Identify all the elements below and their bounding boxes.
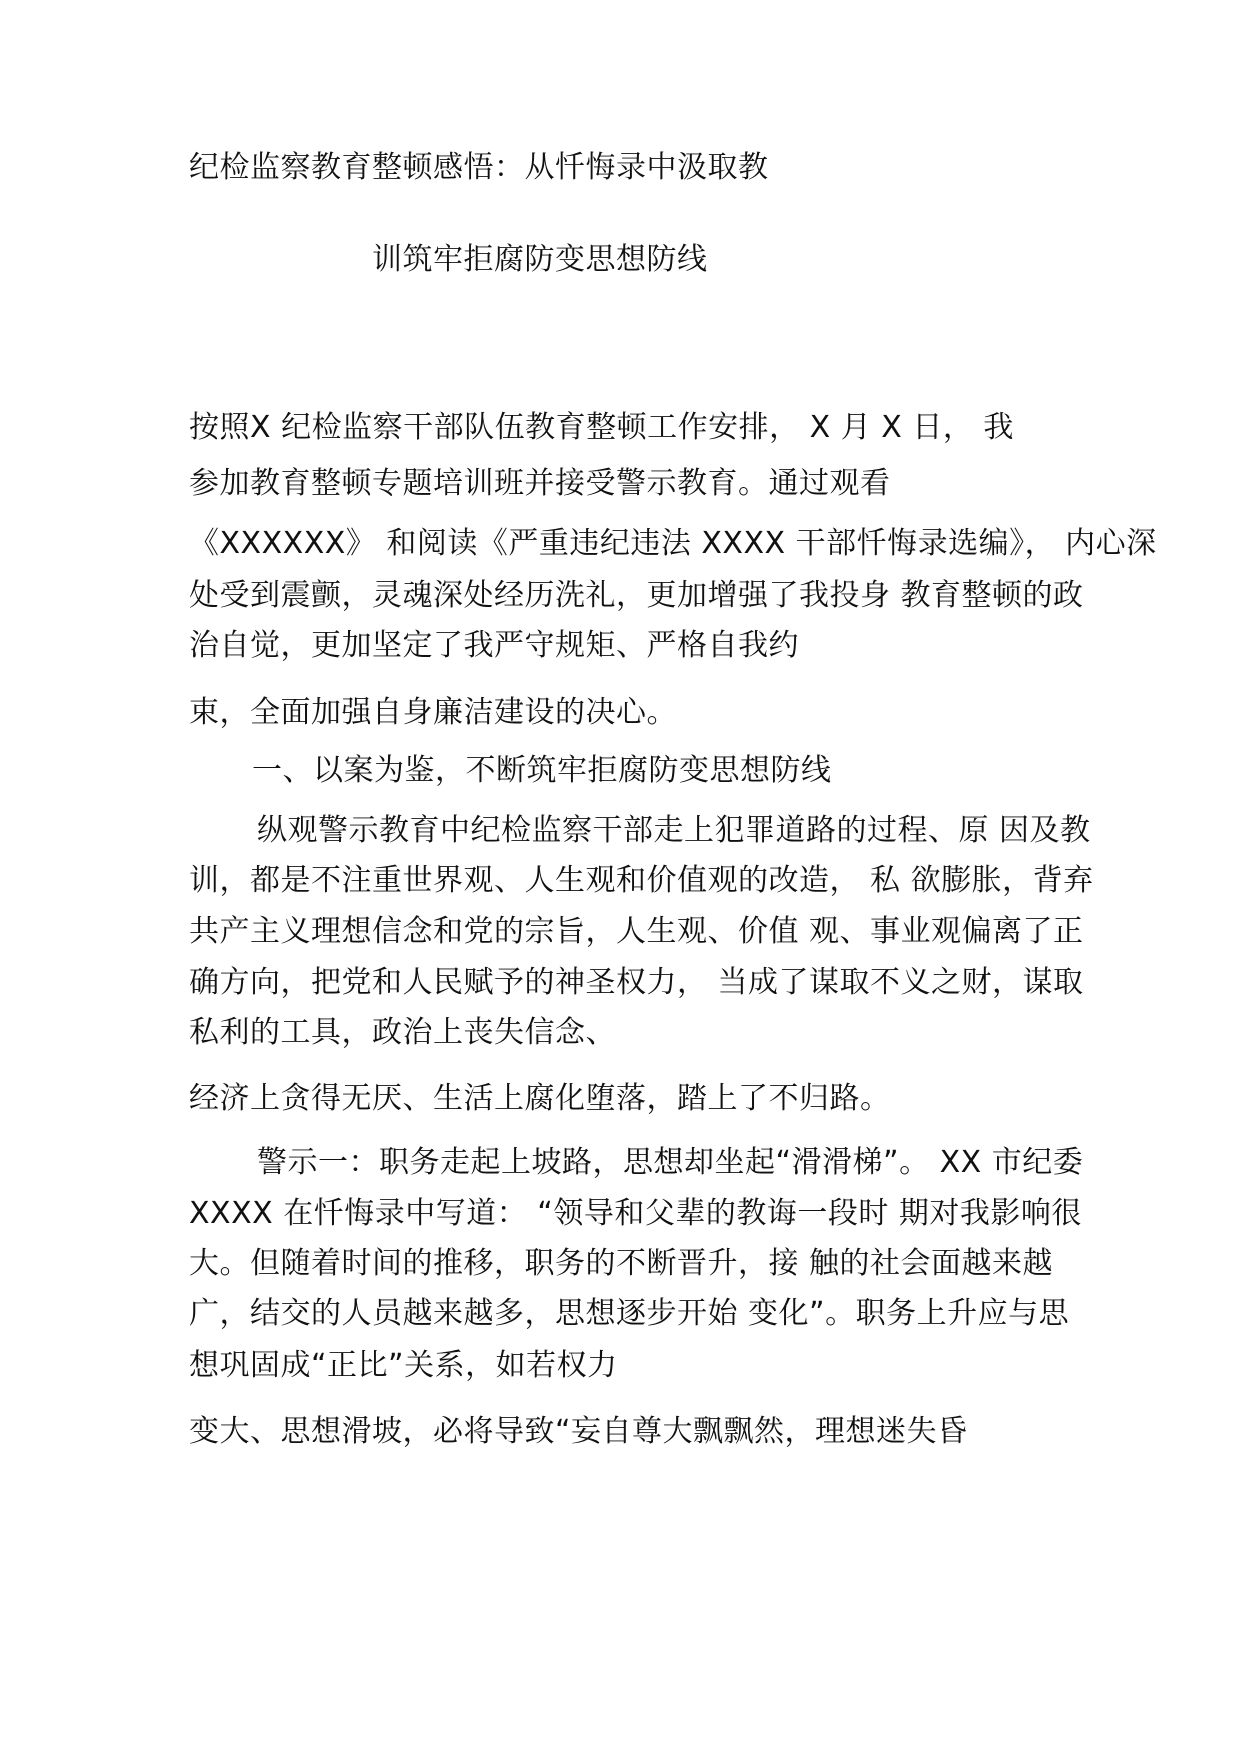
body-line: 共产主义理想信念和党的宗旨，人生观、价值 观、事业观偏离了正 [189, 914, 1084, 949]
body-line: 想巩固成“正比”关系，如若权力 [189, 1348, 618, 1383]
body-line: 变大、思想滑坡，必将导致“妄自尊大飘飘然，理想迷失昏 [189, 1414, 968, 1449]
body-line: 大。但随着时间的推移，职务的不断晋升，接 触的社会面越来越 [189, 1246, 1054, 1281]
body-line: 处受到震颤，灵魂深处经历洗礼，更加增强了我投身 教育整顿的政 [189, 578, 1084, 613]
body-line: 按照X 纪检监察干部队伍教育整顿工作安排， X 月 X 日， 我 [189, 410, 1014, 445]
body-line: 束，全面加强自身廉洁建设的决心。 [189, 695, 677, 730]
doc-title-line-2: 训筑牢拒腐防变思想防线 [372, 242, 708, 277]
body-line: 纵观警示教育中纪检监察干部走上犯罪道路的过程、原 因及教 [257, 813, 1091, 848]
body-line: 确方向，把党和人民赋予的神圣权力， 当成了谋取不义之财，谋取 [189, 965, 1084, 1000]
doc-title-line-1: 纪检监察教育整顿感悟：从忏悔录中汲取教 [189, 150, 769, 185]
section-heading: 一、以案为鉴，不断筑牢拒腐防变思想防线 [252, 753, 832, 788]
body-line: 《XXXXXX》 和阅读《严重违纪违法 XXXX 干部忏悔录选编》， 内心深 [189, 526, 1157, 561]
body-line: 经济上贪得无厌、生活上腐化堕落，踏上了不归路。 [189, 1081, 891, 1116]
body-line: 广，结交的人员越来越多，思想逐步开始 变化”。职务上升应与思 [189, 1296, 1070, 1331]
body-line: XXXX 在忏悔录中写道： “领导和父辈的教诲一段时 期对我影响很 [189, 1196, 1082, 1231]
body-line: 训，都是不注重世界观、人生观和价值观的改造， 私 欲膨胀，背弃 [189, 863, 1094, 898]
body-line: 治自觉，更加坚定了我严守规矩、严格自我约 [189, 628, 799, 663]
body-line: 警示一：职务走起上坡路，思想却坐起“滑滑梯”。 XX 市纪委 [257, 1145, 1084, 1180]
body-line: 私利的工具，政治上丧失信念、 [189, 1015, 616, 1050]
body-line: 参加教育整顿专题培训班并接受警示教育。通过观看 [189, 466, 891, 501]
